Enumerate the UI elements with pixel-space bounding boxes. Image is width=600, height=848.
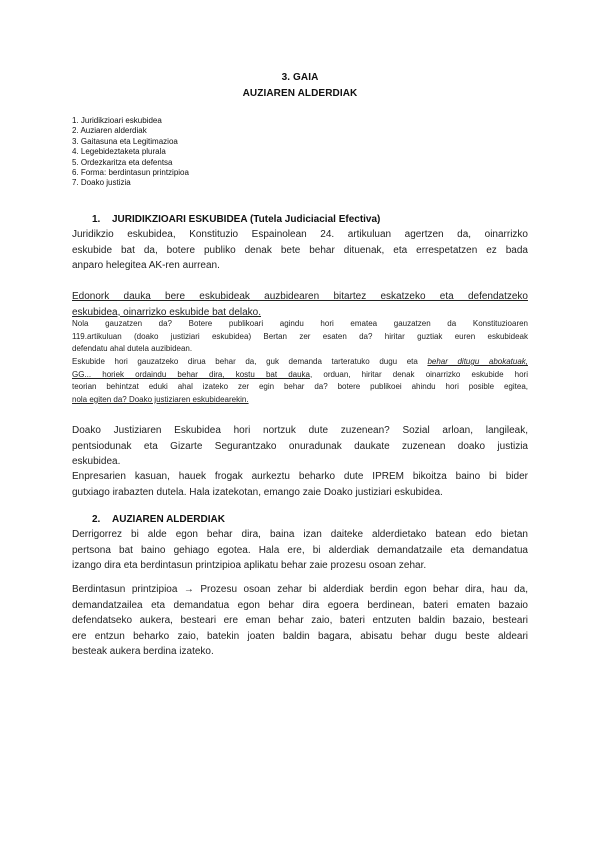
table-of-contents: [72, 116, 189, 189]
text-line: izango dira eta berdintasun printzipioa aplikatu behar zaie prozesu osoan zehar.: [72, 560, 427, 571]
text-line: ere entzun beharko zaio, batekin joaten baldin bagara, abisatu behar dugu beste aldeari: [72, 630, 528, 642]
text-line: defendatu ahal dutela auzibidean.: [72, 344, 193, 354]
text-line: pentsiodunak eta Gizarte Segurantzako onuradunak daukate zuzenean doako justizia: [72, 440, 528, 452]
text-span: , orduan, hiritar denak oinarrizko eskubide hori: [310, 369, 528, 379]
toc-item: 6. Forma: berdintasun printzipioa: [72, 168, 189, 178]
text-line: Doako Justiziaren Eskubidea hori nortzuk dute zuzenean? Sozial arloan, langileak,: [72, 425, 528, 436]
text-line: Enpresarien kasuan, hauek frogak aurkeztu beharko dute IPREM bikoitza baino bi bider: [72, 471, 528, 482]
text-line: Juridikzio eskubidea, Konstituzio Espainolean 24. artikuluan agertzen da, oinarrizko: [72, 229, 528, 240]
section-2-number: 2.: [92, 514, 101, 525]
section-1-paragraph-6: [72, 469, 528, 500]
text-line: eskubidea.: [72, 456, 121, 467]
text-line: pertsona bat baino gehiago egotea. Hala ere, bi alderdiak demandatzaile eta demandatua: [72, 544, 528, 556]
section-1-number: 1.: [92, 214, 101, 225]
text-span: Eskubide hori gauzatzeko dirua behar da, guk demanda tarteratuko dugu eta: [72, 357, 428, 366]
section-1-paragraph-2: [72, 289, 528, 320]
section-2-heading: [92, 514, 225, 525]
text-line: defendatseko aukera, besteari ere eman behar zaio, bateri entzuten baldin bazaio, besteari: [72, 615, 528, 626]
section-1-paragraph-3: [72, 318, 528, 356]
toc-item: 2. Auziaren alderdiak: [72, 126, 147, 136]
text-line: eskubidea, oinarrizko eskubide bat delako.: [72, 306, 262, 318]
text-line: Nola gauzatzen da? Botere publikoari agindu hori ematea gauzatzen da Konstituzioaren: [72, 319, 528, 328]
toc-item: 4. Legebideztaketa plurala: [72, 147, 166, 157]
text-line: [72, 369, 528, 382]
section-1-paragraph-4: [72, 356, 528, 406]
underlined-text: GG... horiek ordaindu behar dira, kostu bat dauka: [72, 369, 311, 379]
text-line: Derrigorrez bi alde egon behar dira, baina izan daiteke alderdietako batean edo bietan: [72, 529, 528, 540]
text-line: [72, 356, 528, 369]
text-line: anparo helegitea AK-ren aurrean.: [72, 260, 220, 271]
section-1-title: JURIDIKZIOARI ESKUBIDEA (Tutela Judiciacial Efectiva): [112, 214, 381, 225]
text-line: nola egiten da? Doako justiziaren eskubidearekin.: [72, 394, 249, 404]
toc-item: 7. Doako justizia: [72, 178, 131, 188]
text-line: 119.artikuluan (doako justiziari eskubidea) Bertan zer esaten da? hiritar guztiak euren eskubideak: [72, 331, 528, 341]
text-line: eskubide bat da, botere publiko denak bete behar dituenak, eta errespetatzen ez bada: [72, 244, 528, 256]
text-line: demandatzailea eta demandatua egon behar dira egoera berdinean, bateri ematen bazaio: [72, 599, 528, 611]
toc-item: 5. Ordezkaritza eta defentsa: [72, 157, 173, 167]
toc-item: 1. Juridikzioari eskubidea: [72, 116, 162, 125]
page-title: AUZIAREN ALDERDIAK: [242, 88, 358, 99]
section-1-heading: [92, 214, 380, 225]
section-1-paragraph-5: [72, 423, 528, 470]
section-2-title: AUZIAREN ALDERDIAK: [112, 514, 225, 525]
chapter-number: 3. GAIA: [281, 72, 319, 83]
text-line: besteak aukera berdina izateko.: [72, 646, 214, 657]
text-line: Edonork dauka bere eskubideak auzbidearen bitartez eskatzeko eta defendatzeko: [72, 291, 528, 302]
text-line: gutxiago irabazten dutela. Hala izatekotan, emango zaie Doako justiziari eskubidea.: [72, 486, 443, 498]
toc-item: 3. Gaitasuna eta Legitimazioa: [72, 136, 178, 146]
text-line: Berdintasun printzipioa → Prozesu osoan zehar bi alderdiak berdin egon behar dira, hau da,: [72, 584, 528, 595]
section-2-paragraph-1: [72, 527, 528, 574]
section-1-paragraph-1: [72, 227, 528, 274]
text-line: teorian behintzat eduki ahal izateko zer egin behar da? botere publikoei ahindu hori posible egitea,: [72, 382, 528, 392]
underlined-text: behar ditugu abokatuak,: [427, 357, 529, 366]
section-2-paragraph-2: [72, 582, 528, 660]
